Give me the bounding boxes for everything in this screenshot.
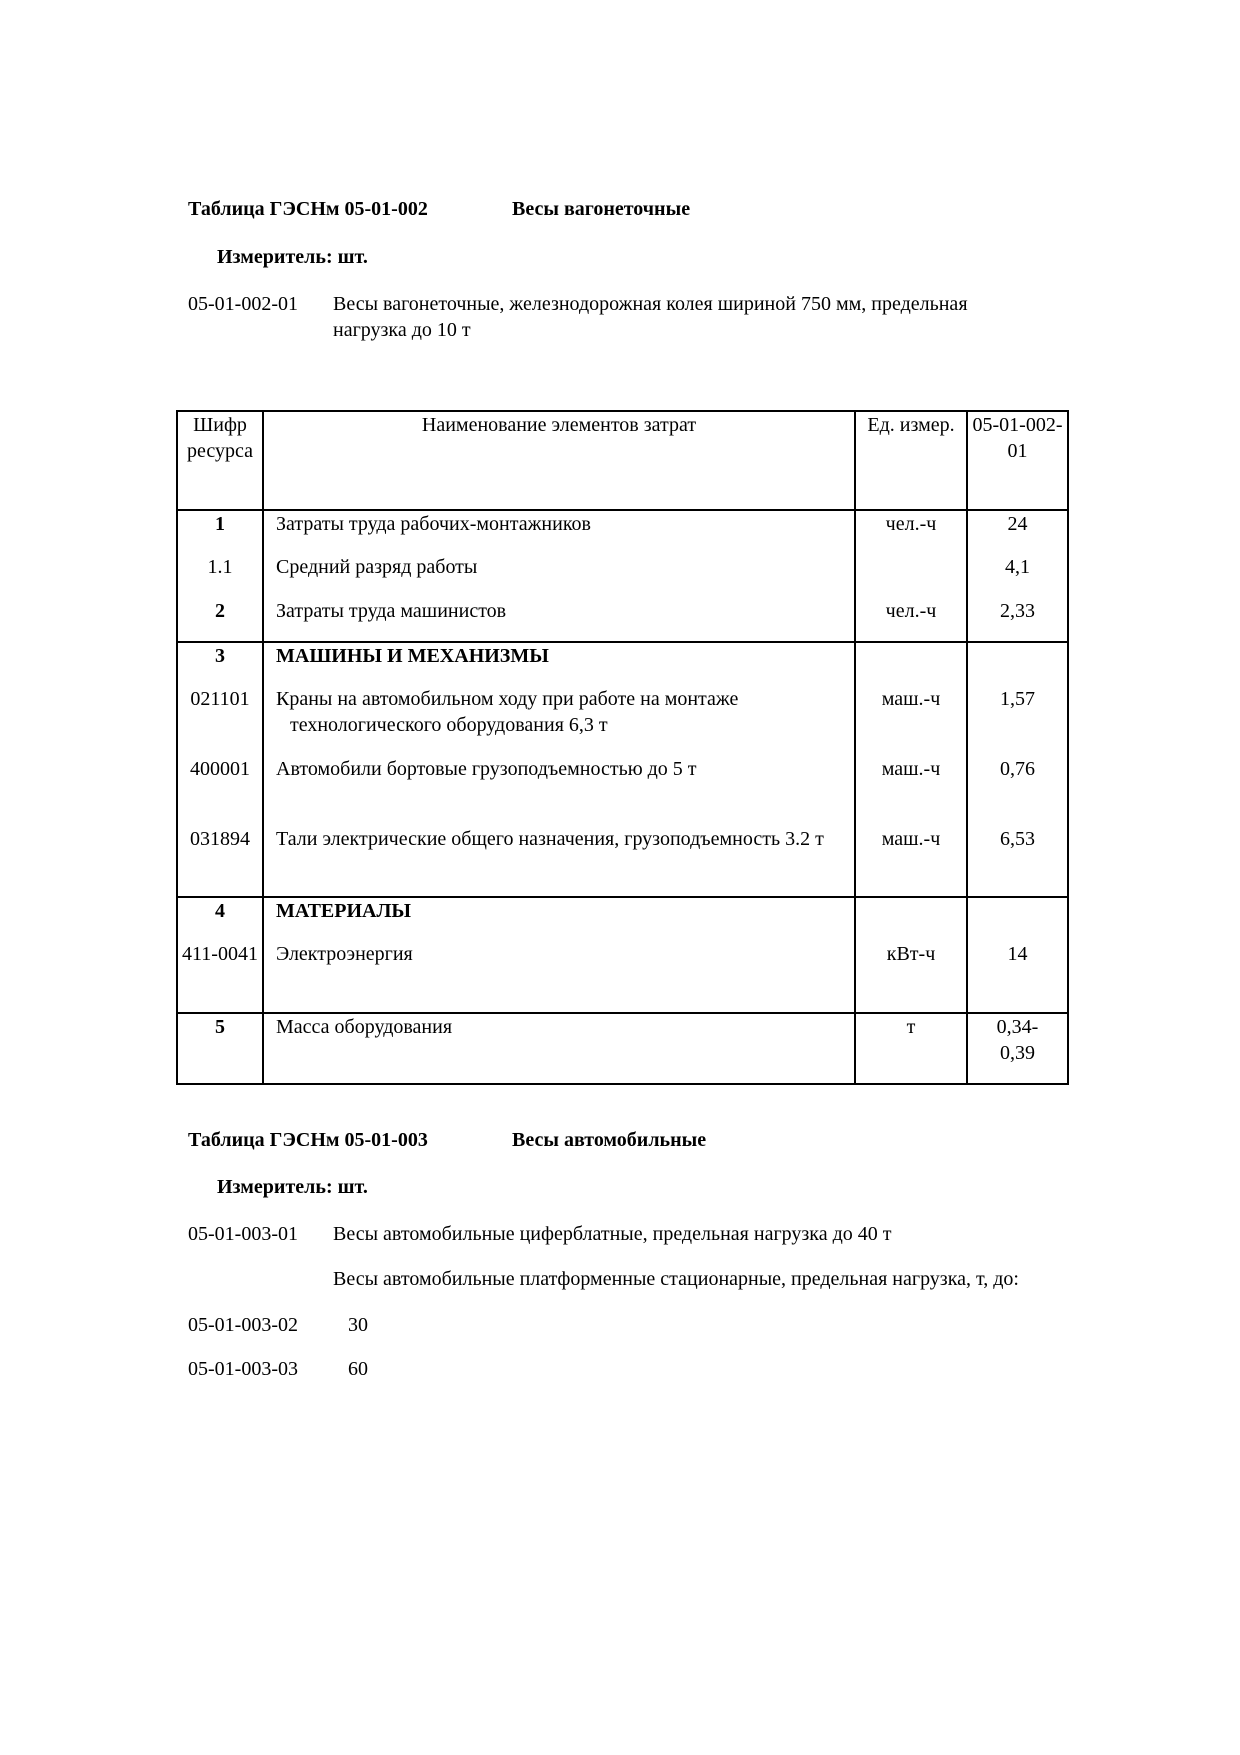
row-value: 6,53 — [967, 826, 1068, 897]
section2-variant-code: 05-01-003-02 — [188, 1314, 298, 1336]
row-code: 411-0041 — [177, 941, 263, 1013]
header-value: 05-01-002-01 — [967, 411, 1068, 510]
row-value: 0,76 — [967, 756, 1068, 826]
table-row — [177, 756, 1068, 826]
section2-item-code: 05-01-003-01 — [188, 1223, 298, 1245]
row-value: 1,57 — [967, 686, 1068, 756]
row-code: 3 — [177, 642, 263, 686]
table-row — [177, 554, 1068, 598]
section2-item-description: Весы автомобильные циферблатные, предельная нагрузка до 40 т — [333, 1223, 892, 1245]
section1-meter: Измеритель: шт. — [217, 246, 368, 268]
row-unit — [855, 897, 967, 941]
header-name: Наименование элементов затрат — [263, 411, 855, 510]
table-row — [177, 1013, 1068, 1084]
resource-table — [176, 410, 1069, 1085]
row-name: Средний разряд работы — [263, 554, 855, 598]
row-name: МАШИНЫ И МЕХАНИЗМЫ — [263, 642, 855, 686]
row-unit: маш.-ч — [855, 686, 967, 756]
row-code: 1.1 — [177, 554, 263, 598]
row-value: 0,34-0,39 — [967, 1013, 1068, 1084]
row-name: Тали электрические общего назначения, грузоподъемность 3.2 т — [263, 826, 855, 897]
header-unit: Ед. измер. — [855, 411, 967, 510]
row-name: Затраты труда рабочих-монтажников — [263, 510, 855, 554]
table-row — [177, 941, 1068, 1013]
row-name: Масса оборудования — [263, 1013, 855, 1084]
row-unit: т — [855, 1013, 967, 1084]
section1-item-code: 05-01-002-01 — [188, 293, 298, 315]
row-name: Затраты труда машинистов — [263, 598, 855, 642]
row-unit: кВт-ч — [855, 941, 967, 1013]
row-value: 2,33 — [967, 598, 1068, 642]
table-row — [177, 510, 1068, 554]
row-code: 5 — [177, 1013, 263, 1084]
row-value: 24 — [967, 510, 1068, 554]
section2-table-label: Таблица ГЭСНм 05-01-003 — [188, 1129, 428, 1151]
section2-table-title: Весы автомобильные — [512, 1129, 707, 1151]
row-code: 031894 — [177, 826, 263, 897]
row-code: 1 — [177, 510, 263, 554]
row-code: 021101 — [177, 686, 263, 756]
table-header-row — [177, 411, 1068, 510]
row-value: 14 — [967, 941, 1068, 1013]
row-unit: маш.-ч — [855, 826, 967, 897]
section2-variant-code: 05-01-003-03 — [188, 1358, 298, 1380]
table-row — [177, 826, 1068, 897]
row-name: Автомобили бортовые грузоподъемностью до 5 т — [263, 756, 855, 826]
row-name: Электроэнергия — [263, 941, 855, 1013]
section1-item-description: Весы вагонеточные, железнодорожная колея шириной 750 мм, предельная нагрузка до 10 т — [333, 293, 968, 341]
row-name: МАТЕРИАЛЫ — [263, 897, 855, 941]
table-row — [177, 686, 1068, 756]
row-name-text: Краны на автомобильном ходу при работе на монтаже технологического оборудования 6,3 т — [276, 688, 739, 736]
section1-table-title: Весы вагонеточные — [512, 198, 691, 220]
row-unit: чел.-ч — [855, 598, 967, 642]
table-row — [177, 642, 1068, 686]
row-code: 2 — [177, 598, 263, 642]
section1-table-label: Таблица ГЭСНм 05-01-002 — [188, 198, 428, 220]
table-row — [177, 897, 1068, 941]
row-value — [967, 897, 1068, 941]
table-row — [177, 598, 1068, 642]
row-code: 4 — [177, 897, 263, 941]
header-code: Шифр ресурса — [177, 411, 263, 510]
section2-variant-value: 60 — [348, 1358, 368, 1380]
row-unit: маш.-ч — [855, 756, 967, 826]
row-code: 400001 — [177, 756, 263, 826]
row-unit — [855, 642, 967, 686]
row-value — [967, 642, 1068, 686]
section2-meter: Измеритель: шт. — [217, 1176, 368, 1198]
row-unit — [855, 554, 967, 598]
row-name — [263, 686, 855, 756]
row-value: 4,1 — [967, 554, 1068, 598]
row-unit: чел.-ч — [855, 510, 967, 554]
section2-variant-value: 30 — [348, 1314, 368, 1336]
section2-group-caption: Весы автомобильные платформенные стационарные, предельная нагрузка, т, до: — [333, 1268, 1019, 1290]
